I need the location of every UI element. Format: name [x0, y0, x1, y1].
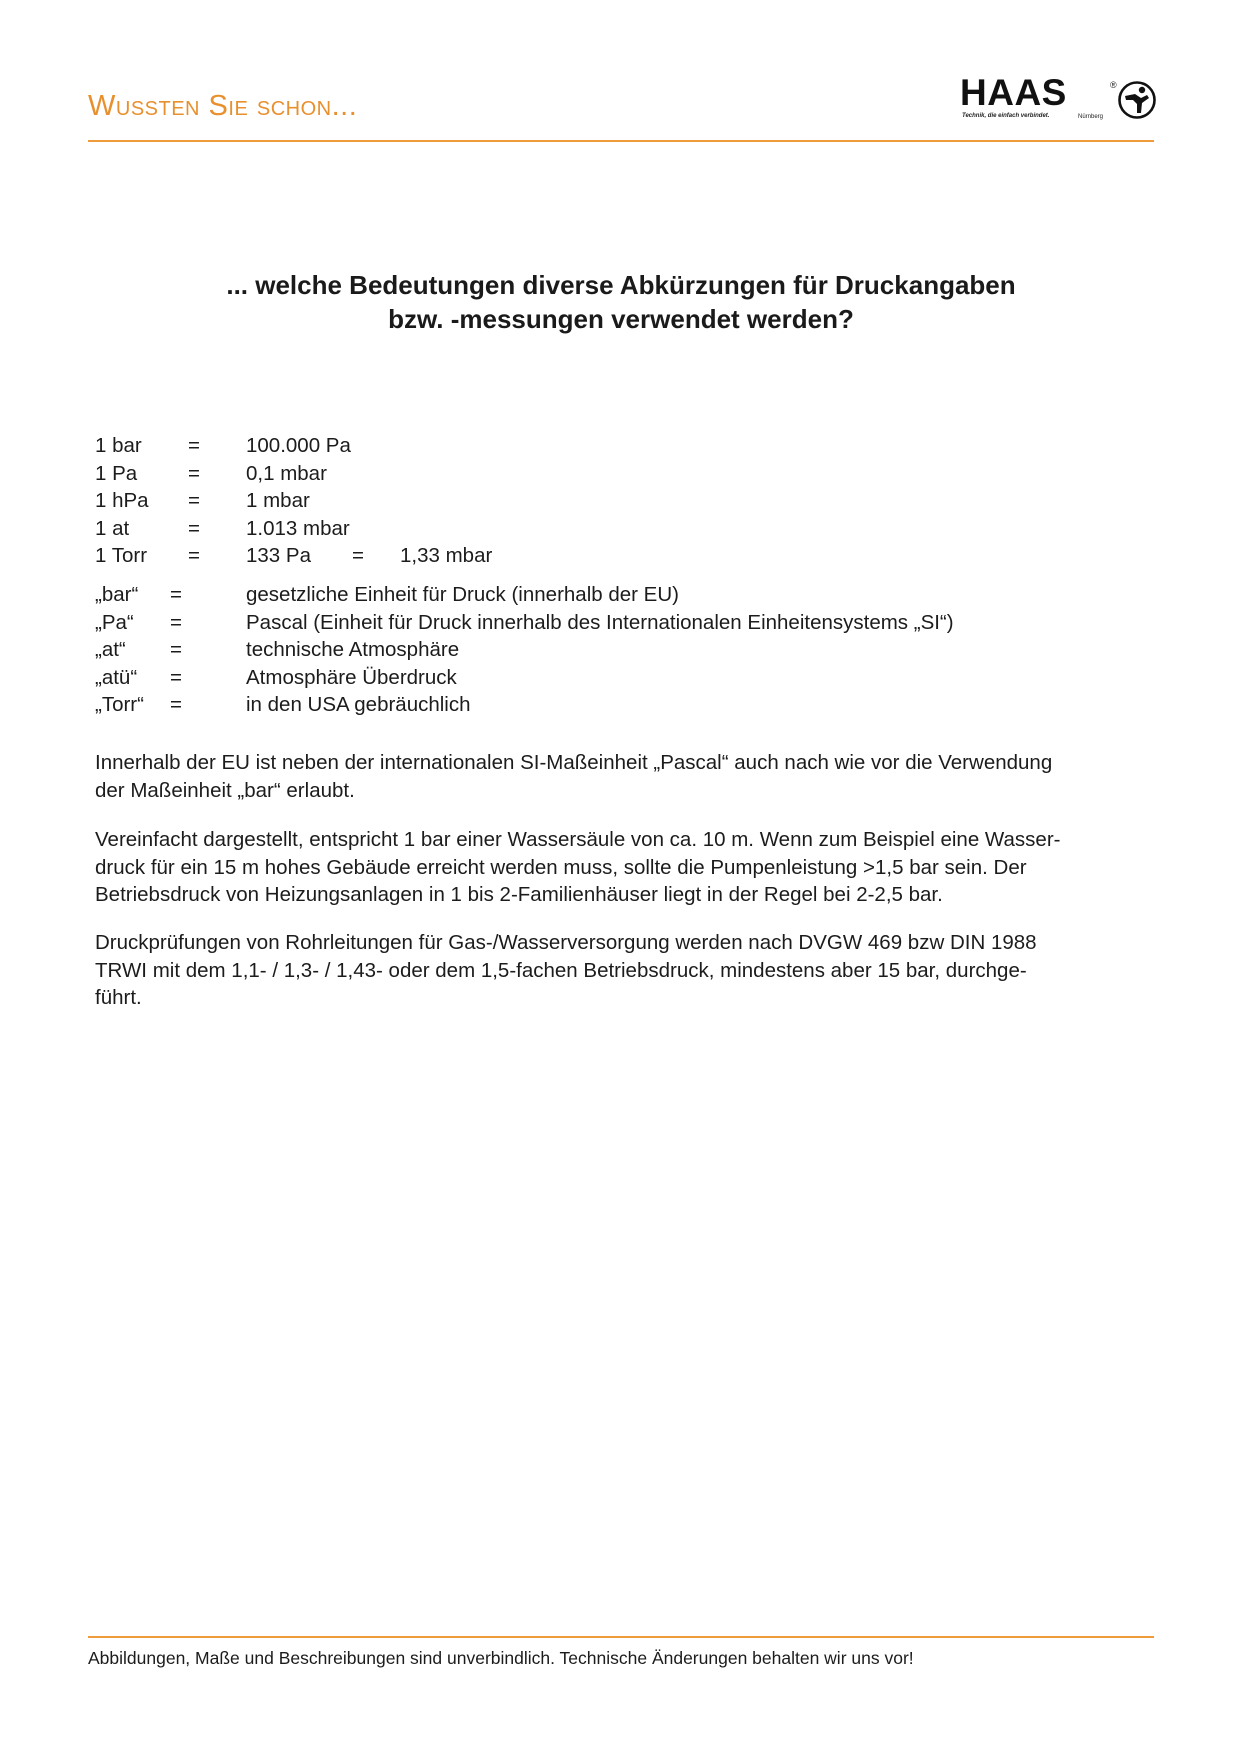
conversion-value-secondary: 1,33 mbar: [400, 544, 493, 567]
abbreviation-equals: =: [170, 693, 182, 716]
abbreviation-meaning: Pascal (Einheit für Druck innerhalb des Internationalen Einheitensystems „SI“): [246, 610, 954, 634]
logo-city: Nürnberg: [1078, 114, 1104, 120]
paragraph-line: der Maßeinheit „bar“ erlaubt.: [95, 778, 355, 802]
paragraph-line: Druckprüfungen von Rohrleitungen für Gas-/Wasserversorgung werden nach DVGW 469 bzw DIN 1988: [95, 931, 1037, 954]
paragraph-line: Betriebsdruck von Heizungsanlagen in 1 bis 2-Familienhäuser liegt in der Regel bei 2-2,5 bar.: [95, 883, 943, 906]
paragraph-pressure-tests: [95, 929, 1155, 1012]
conversion-equals: =: [188, 544, 200, 567]
haas-logo: [960, 72, 1160, 126]
conversion-value: 133 Pa: [246, 544, 311, 567]
abbreviation-term: „Torr“: [95, 693, 144, 716]
conversion-value: 1.013 mbar: [246, 516, 350, 540]
conversion-unit: 1 bar: [95, 434, 142, 457]
footer-divider: [88, 1636, 1154, 1638]
abbreviation-term: „bar“: [95, 583, 139, 606]
logo-emblem-icon: [1117, 80, 1157, 120]
headline-line-2: bzw. -messungen verwendet werden?: [388, 304, 854, 334]
conversion-unit: 1 Pa: [95, 461, 138, 485]
abbreviation-meaning: gesetzliche Einheit für Druck (innerhalb der EU): [246, 583, 679, 606]
conversion-equals-secondary: =: [352, 544, 364, 567]
paragraph-line: TRWI mit dem 1,1- / 1,3- / 1,43- oder dem 1,5-fachen Betriebsdruck, mindestens aber 15 bar, durchge-: [95, 958, 1027, 982]
conversion-equals: =: [188, 461, 200, 485]
abbreviation-meaning: technische Atmosphäre: [246, 638, 460, 661]
paragraph-water-column: [95, 826, 1155, 909]
paragraph-line: druck für ein 15 m hohes Gebäude erreicht werden muss, sollte die Pumpenleistung >1,5 bar sein. Der: [95, 855, 1027, 879]
abbreviation-equals: =: [170, 583, 182, 606]
conversion-value: 100.000 Pa: [246, 434, 351, 457]
paragraph-si-units: [95, 749, 1155, 804]
paragraph-line: Innerhalb der EU ist neben der internationalen SI-Maßeinheit „Pascal“ auch nach wie vor die Verwendung: [95, 751, 1053, 774]
conversion-unit: 1 hPa: [95, 489, 149, 512]
abbreviation-meaning: in den USA gebräuchlich: [246, 693, 471, 716]
abbreviation-equals: =: [170, 610, 182, 634]
abbreviation-meaning: Atmosphäre Überdruck: [246, 665, 457, 689]
page-headline: [88, 268, 1154, 336]
paragraph-line: führt.: [95, 986, 142, 1009]
paragraph-line: Vereinfacht dargestellt, entspricht 1 bar einer Wassersäule von ca. 10 m. Wenn zum Beispiel eine Wasser-: [95, 828, 1061, 851]
conversion-unit: 1 at: [95, 516, 130, 540]
header-divider: [88, 140, 1154, 142]
conversion-equals: =: [188, 434, 200, 457]
abbreviation-term: „at“: [95, 638, 126, 661]
page-header-title: Wussten Sie schon...: [88, 90, 358, 122]
conversion-value: 0,1 mbar: [246, 461, 327, 485]
conversion-equals: =: [188, 489, 200, 512]
conversion-equals: =: [188, 516, 200, 540]
abbreviation-equals: =: [170, 665, 182, 689]
footer-disclaimer: Abbildungen, Maße und Beschreibungen sind unverbindlich. Technische Änderungen behalten wir uns vor!: [88, 1648, 914, 1668]
logo-brand: HAAS: [960, 72, 1067, 113]
conversion-value: 1 mbar: [246, 489, 310, 512]
logo-tagline: Technik, die einfach verbindet.: [962, 113, 1050, 119]
headline-line-1: ... welche Bedeutungen diverse Abkürzungen für Druckangaben: [226, 270, 1016, 300]
abbreviation-term: „Pa“: [95, 610, 134, 634]
logo-registered-mark: ®: [1110, 80, 1117, 90]
abbreviation-equals: =: [170, 638, 182, 661]
conversion-unit: 1 Torr: [95, 544, 148, 567]
abbreviation-term: „atü“: [95, 665, 138, 689]
